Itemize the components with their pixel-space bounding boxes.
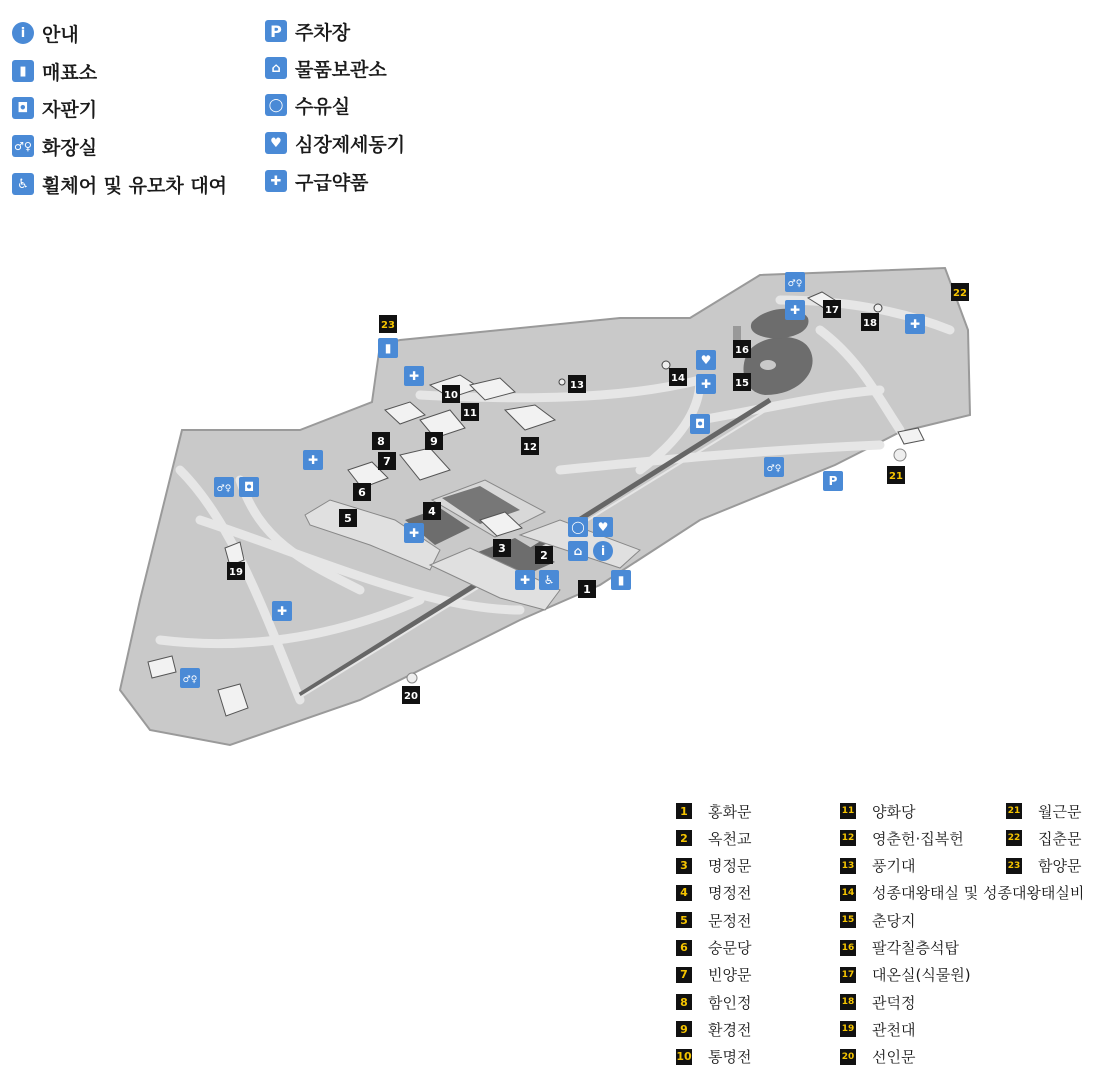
map-marker-label: 19: [229, 567, 243, 578]
key-place-name: 집춘문: [1038, 829, 1082, 848]
key-place-name: 성종대왕태실 및 성종대왕태실비: [872, 884, 1085, 903]
map-marker-3[interactable]: [493, 539, 511, 557]
map-marker-label: 21: [889, 471, 903, 482]
map-marker-label: 1: [583, 583, 591, 596]
map-marker-5[interactable]: [339, 509, 357, 527]
key-number-badge: 1: [676, 803, 692, 819]
svg-text:✚: ✚: [307, 453, 319, 467]
map-first-aid-icon[interactable]: [404, 523, 424, 543]
svg-text:♥: ♥: [700, 353, 712, 367]
key-item-3: [676, 856, 751, 876]
key-item-13: [840, 856, 915, 876]
defibrillator-icon: ♥: [265, 132, 287, 154]
locker-icon: ⌂: [265, 57, 287, 79]
map-marker-label: 10: [444, 390, 458, 401]
svg-text:⌂: ⌂: [573, 544, 583, 558]
svg-text:◘: ◘: [243, 480, 255, 494]
map-first-aid-icon[interactable]: [696, 374, 716, 394]
map-marker-label: 15: [735, 378, 749, 389]
svg-text:▮: ▮: [384, 341, 392, 355]
key-place-name: 선인문: [872, 1048, 916, 1067]
svg-text:♂♀: ♂♀: [182, 675, 198, 685]
map-first-aid-icon[interactable]: [515, 570, 535, 590]
map-marker-label: 20: [404, 691, 418, 702]
key-number-badge: 22: [1006, 830, 1022, 846]
map-marker-label: 22: [953, 288, 967, 299]
key-item-16: [840, 938, 959, 958]
legend-label: 휠체어 및 유모차 대여: [42, 174, 228, 197]
key-number-badge: 14: [840, 885, 856, 901]
map-restroom-icon[interactable]: [764, 457, 784, 477]
map-wheelchair-icon[interactable]: [539, 570, 559, 590]
map-restroom-icon[interactable]: [180, 668, 200, 688]
map-restroom-icon[interactable]: [785, 272, 805, 292]
map-marker-21[interactable]: [887, 466, 905, 484]
key-number-badge: 23: [1006, 858, 1022, 874]
first-aid-icon: ✚: [265, 170, 287, 192]
map-marker-7[interactable]: [378, 452, 396, 470]
key-number-badge: 5: [676, 912, 692, 928]
map-marker-label: 2: [540, 549, 548, 562]
map-marker-10[interactable]: [442, 385, 460, 403]
key-item-23: [1006, 856, 1081, 876]
svg-text:P: P: [828, 474, 838, 488]
key-place-name: 관덕정: [872, 993, 916, 1012]
map-marker-label: 4: [428, 505, 436, 518]
map-marker-label: 11: [463, 408, 477, 419]
svg-text:♿: ♿: [543, 573, 555, 587]
map-marker-label: 3: [498, 542, 506, 555]
map-marker-14[interactable]: [669, 368, 687, 386]
key-item-11: [840, 801, 915, 821]
key-place-name: 양화당: [872, 802, 916, 821]
map-marker-label: 6: [358, 486, 366, 499]
key-place-name: 명정전: [708, 884, 752, 903]
map-defibrillator-icon[interactable]: [593, 517, 613, 537]
map-nursing-room-icon[interactable]: [568, 517, 588, 537]
map-marker-13[interactable]: [568, 375, 586, 393]
map-marker-8[interactable]: [372, 432, 390, 450]
map-marker-label: 12: [523, 442, 537, 453]
key-place-name: 숭문당: [708, 939, 752, 957]
key-place-name: 관천대: [872, 1020, 916, 1039]
key-item-19: [840, 1019, 915, 1039]
svg-text:✚: ✚: [408, 369, 420, 383]
svg-text:✚: ✚: [909, 317, 921, 331]
parking-icon: P: [265, 20, 287, 42]
octagonal-pagoda: [733, 326, 741, 340]
key-number-badge: 15: [840, 912, 856, 928]
key-number-badge: 9: [676, 1021, 692, 1037]
svg-text:✚: ✚: [789, 303, 801, 317]
map-marker-19[interactable]: [227, 562, 245, 580]
map-marker-12[interactable]: [521, 437, 539, 455]
svg-text:▮: ▮: [617, 573, 625, 587]
map-first-aid-icon[interactable]: [272, 601, 292, 621]
key-number-badge: 10: [676, 1050, 692, 1064]
svg-text:◯: ◯: [571, 520, 585, 534]
map-marker-label: 13: [570, 380, 584, 391]
key-number-badge: 16: [840, 940, 856, 956]
map-marker-label: 16: [735, 345, 749, 356]
legend-label: 매표소: [42, 61, 98, 84]
svg-text:✚: ✚: [276, 604, 288, 618]
map-marker-label: 14: [671, 373, 685, 384]
map-marker-4[interactable]: [423, 502, 441, 520]
key-number-badge: 19: [840, 1021, 856, 1037]
map-marker-label: 9: [430, 435, 438, 448]
key-place-name: 대온실(식물원): [872, 966, 971, 985]
map-marker-11[interactable]: [461, 403, 479, 421]
map-ticket-booth-icon[interactable]: [378, 338, 398, 358]
restroom-icon: ♂♀: [12, 135, 34, 157]
key-item-7: [676, 965, 751, 985]
key-item-1: [676, 801, 751, 821]
key-item-10: [676, 1047, 751, 1067]
key-place-name: 월근문: [1038, 802, 1082, 821]
key-item-8: [676, 992, 751, 1012]
nursing-room-icon: ◯: [265, 94, 287, 116]
key-item-14: [840, 883, 1084, 903]
map-marker-9[interactable]: [425, 432, 443, 450]
map-vending-machine-icon[interactable]: [239, 477, 259, 497]
key-place-name: 문정전: [708, 911, 752, 930]
wolgeunmun-gate: [894, 449, 906, 461]
seoninmun-gate: [407, 673, 417, 683]
legend-label: 화장실: [42, 136, 98, 159]
map-marker-label: 23: [381, 320, 395, 331]
punggidae-monument: [559, 379, 565, 385]
key-place-name: 춘당지: [872, 911, 916, 930]
key-number-badge: 18: [840, 994, 856, 1010]
svg-text:♥: ♥: [597, 520, 609, 534]
map-marker-18[interactable]: [861, 313, 879, 331]
svg-text:✚: ✚: [519, 573, 531, 587]
vending-machine-icon: ◘: [12, 97, 34, 119]
map-marker-6[interactable]: [353, 483, 371, 501]
key-number-badge: 3: [676, 858, 692, 874]
key-item-4: [676, 883, 751, 903]
map-first-aid-icon[interactable]: [785, 300, 805, 320]
map-marker-label: 8: [377, 435, 385, 448]
key-number-badge: 17: [840, 967, 856, 983]
map-marker-15[interactable]: [733, 373, 751, 391]
wheelchair-icon: ♿: [12, 173, 34, 195]
map-locker-icon[interactable]: [568, 541, 588, 561]
gwandeokjeong-pavilion: [874, 304, 882, 312]
svg-text:i: i: [600, 544, 606, 558]
key-item-2: [676, 828, 751, 848]
map-marker-label: 5: [344, 512, 352, 525]
key-place-name: 환경전: [708, 1020, 752, 1039]
legend-label: 수유실: [295, 95, 351, 118]
map-ticket-booth-icon[interactable]: [611, 570, 631, 590]
legend-label: 구급약품: [295, 171, 369, 194]
map-defibrillator-icon[interactable]: [696, 350, 716, 370]
map-marker-23[interactable]: [379, 315, 397, 333]
map-marker-1[interactable]: [578, 580, 596, 598]
legend-label: 안내: [42, 23, 79, 46]
map-marker-label: 18: [863, 318, 877, 329]
map-first-aid-icon[interactable]: [905, 314, 925, 334]
svg-text:✚: ✚: [408, 526, 420, 540]
map-vending-machine-icon[interactable]: [690, 414, 710, 434]
key-place-name: 옥천교: [708, 829, 752, 848]
key-place-name: 풍기대: [872, 857, 916, 876]
svg-text:♂♀: ♂♀: [216, 484, 232, 494]
key-item-20: [840, 1047, 915, 1067]
map-marker-2[interactable]: [535, 546, 553, 564]
map-marker-20[interactable]: [402, 686, 420, 704]
key-number-badge: 4: [676, 885, 692, 901]
svg-text:◘: ◘: [694, 417, 706, 431]
key-item-22: [1006, 828, 1081, 848]
key-number-badge: 7: [676, 967, 692, 983]
map-marker-17[interactable]: [823, 300, 841, 318]
key-item-6: [676, 938, 751, 958]
key-item-17: [840, 965, 971, 985]
key-place-name: 빈양문: [708, 966, 752, 985]
taesil-monument: [662, 361, 670, 369]
ticket-booth-icon: ▮: [12, 60, 34, 82]
map-marker-label: 17: [825, 305, 839, 316]
key-place-name: 영춘헌·집복헌: [872, 829, 964, 848]
map-first-aid-icon[interactable]: [303, 450, 323, 470]
key-number-badge: 8: [676, 994, 692, 1010]
map-marker-16[interactable]: [733, 340, 751, 358]
key-item-12: [840, 828, 964, 848]
key-place-name: 함양문: [1038, 857, 1082, 876]
key-item-15: [840, 910, 915, 930]
key-number-badge: 20: [840, 1049, 856, 1065]
key-item-9: [676, 1019, 751, 1039]
svg-text:♂♀: ♂♀: [787, 279, 803, 289]
key-place-name: 명정문: [708, 857, 752, 876]
key-item-21: [1006, 801, 1081, 821]
key-number-badge: 6: [676, 940, 692, 956]
key-place-name: 팔각칠층석탑: [872, 939, 959, 957]
map-first-aid-icon[interactable]: [404, 366, 424, 386]
map-restroom-icon[interactable]: [214, 477, 234, 497]
map-parking-icon[interactable]: [823, 471, 843, 491]
map-info-icon[interactable]: [593, 541, 613, 561]
key-place-name: 통명전: [708, 1048, 752, 1067]
key-item-18: [840, 992, 915, 1012]
key-number-badge: 13: [840, 858, 856, 874]
key-place-name: 홍화문: [708, 802, 752, 821]
legend-label: 심장제세동기: [295, 133, 406, 156]
key-number-badge: 2: [676, 830, 692, 846]
key-item-5: [676, 910, 751, 930]
key-number-badge: 21: [1006, 803, 1022, 819]
map-marker-label: 7: [383, 455, 391, 468]
legend-label: 물품보관소: [295, 58, 387, 81]
info-icon: i: [12, 22, 34, 44]
svg-text:✚: ✚: [700, 377, 712, 391]
svg-text:♂♀: ♂♀: [766, 464, 782, 474]
legend-label: 자판기: [42, 98, 98, 121]
key-number-badge: 11: [840, 803, 856, 819]
map-marker-22[interactable]: [951, 283, 969, 301]
key-place-name: 함인정: [708, 993, 752, 1012]
key-number-badge: 12: [840, 830, 856, 846]
legend-label: 주차장: [295, 21, 351, 44]
